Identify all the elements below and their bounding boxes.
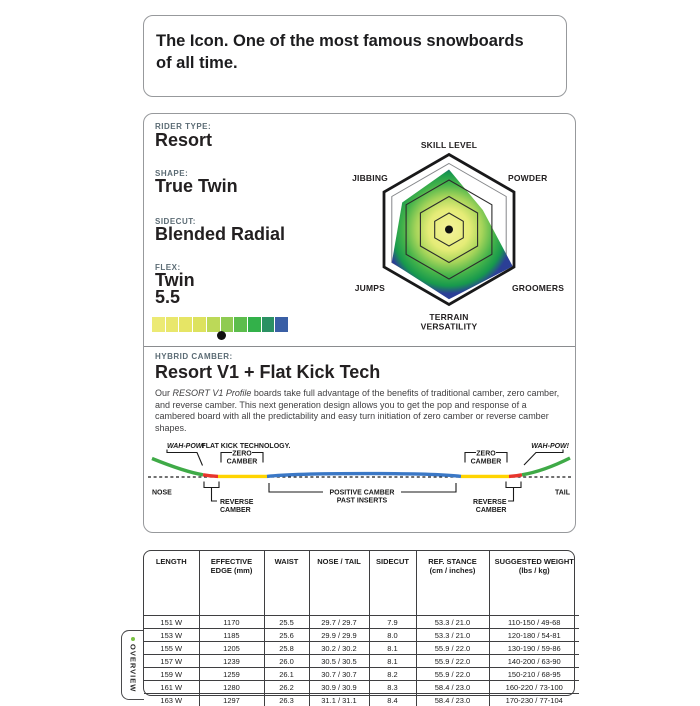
ability-radar-chart (321, 136, 577, 341)
table-cell: 53.3 / 21.0 (416, 629, 489, 642)
flex-bar-segment (234, 317, 247, 332)
camber-reverse-left (203, 475, 218, 477)
table-cell: 30.2 / 30.2 (309, 642, 369, 655)
overview-tab-label: OVERVIEW (129, 644, 138, 692)
table-cell: 7.9 (369, 616, 416, 629)
table-cell: 140-200 / 63-90 (489, 655, 579, 668)
table-cell: 161 W (144, 681, 199, 694)
table-cell: 53.3 / 21.0 (416, 616, 489, 629)
positive-camber-label-2: PAST INSERTS (337, 498, 388, 505)
flex-bar-segment (152, 317, 165, 332)
shape-value: True Twin (155, 178, 238, 195)
table-row (144, 629, 579, 642)
table-cell: 130-190 / 59-86 (489, 642, 579, 655)
radar-axis-label: JUMPS (355, 283, 385, 293)
radar-value-polygon (392, 170, 513, 300)
desc-rest: boards take full advantage of the benefits of traditional camber, zero camber, and reverse camber. This next generation design allows you to get the pop and response of a cambered board with all the predictability and easy turn initiation of zero camber or reverse camber shapes. (155, 388, 559, 433)
table-cell: 29.9 / 29.9 (309, 629, 369, 642)
radar-axis-label: TERRAIN (429, 312, 468, 322)
zero-camber-left-label-2: CAMBER (227, 459, 258, 466)
table-cell: 26.0 (264, 655, 309, 668)
table-cell: 55.9 / 22.0 (416, 642, 489, 655)
flex-label: FLEX: (155, 263, 181, 272)
overview-tab-dot (131, 637, 135, 641)
table-cell: 8.3 (369, 681, 416, 694)
table-header-cell: SIDECUT (369, 551, 416, 616)
tail-label: TAIL (555, 490, 571, 497)
table-cell: 26.2 (264, 681, 309, 694)
zero-camber-right-label-2: CAMBER (471, 459, 502, 466)
table-cell: 1170 (199, 616, 264, 629)
radar-axis-label: POWDER (508, 173, 547, 183)
camber-profile-diagram (144, 434, 577, 534)
table-header-cell: NOSE / TAIL (309, 551, 369, 616)
radar-axis-label: SKILL LEVEL (421, 140, 477, 150)
reverse-camber-right-label-1: REVERSE (473, 499, 507, 506)
flex-value-line2: 5.5 (155, 289, 180, 306)
table-cell: 8.4 (369, 694, 416, 706)
table-row (144, 681, 579, 694)
table-cell: 55.9 / 22.0 (416, 655, 489, 668)
table-cell: 29.7 / 29.7 (309, 616, 369, 629)
table-cell: 25.5 (264, 616, 309, 629)
hybrid-camber-description (155, 388, 569, 434)
headline-box (143, 15, 567, 97)
flex-rating-bar (152, 317, 288, 332)
sidecut-value: Blended Radial (155, 226, 285, 243)
flex-bar-segment (179, 317, 192, 332)
headline-line2: of all time. (156, 52, 554, 74)
radar-axis-label: JIBBING (352, 173, 388, 183)
table-cell: 58.4 / 23.0 (416, 681, 489, 694)
table-cell: 31.1 / 31.1 (309, 694, 369, 706)
table-header-cell: EFFECTIVE EDGE (mm) (199, 551, 264, 616)
table-cell: 150-210 / 68-95 (489, 668, 579, 681)
table-row (144, 616, 579, 629)
table-row (144, 694, 579, 706)
zero-camber-right-label-1: ZERO (476, 451, 496, 458)
size-table-box (143, 550, 575, 696)
wahpow-left-label: WAH-POW! (167, 443, 205, 450)
table-row (144, 668, 579, 681)
table-cell: 1259 (199, 668, 264, 681)
camber-tail-kick (522, 458, 570, 475)
camber-reverse-right (509, 475, 522, 477)
flex-bar-segment (166, 317, 179, 332)
table-cell: 58.4 / 23.0 (416, 694, 489, 706)
table-cell: 55.9 / 22.0 (416, 668, 489, 681)
table-cell: 163 W (144, 694, 199, 706)
sidecut-label: SIDECUT: (155, 217, 196, 226)
table-cell: 160-220 / 73-100 (489, 681, 579, 694)
table-header-cell: REF. STANCE (cm / inches) (416, 551, 489, 616)
table-row (144, 655, 579, 668)
hybrid-camber-title: Resort V1 + Flat Kick Tech (155, 362, 380, 383)
radar-axis-label: VERSATILITY (421, 322, 478, 332)
camber-nose-kick (152, 459, 203, 475)
table-cell: 1297 (199, 694, 264, 706)
flex-value-line1: Twin (155, 272, 195, 289)
table-cell: 8.0 (369, 629, 416, 642)
flex-bar-segment (221, 317, 234, 332)
table-cell: 159 W (144, 668, 199, 681)
flex-rating-dot (217, 331, 226, 340)
desc-profile-name: RESORT V1 Profile (173, 388, 252, 398)
positive-camber-label-1: POSITIVE CAMBER (330, 490, 395, 497)
table-row (144, 642, 579, 655)
table-header-row (144, 551, 579, 616)
table-cell: 8.1 (369, 655, 416, 668)
radar-center-dot (445, 226, 453, 234)
table-cell: 30.9 / 30.9 (309, 681, 369, 694)
shape-label: SHAPE: (155, 169, 188, 178)
table-cell: 157 W (144, 655, 199, 668)
section-divider (144, 346, 575, 347)
table-cell: 8.1 (369, 642, 416, 655)
table-cell: 110-150 / 49-68 (489, 616, 579, 629)
size-table (144, 551, 579, 706)
table-cell: 1280 (199, 681, 264, 694)
flat-kick-label: FLAT KICK TECHNOLOGY. (202, 443, 291, 450)
rider-type-value: Resort (155, 132, 212, 149)
table-cell: 26.1 (264, 668, 309, 681)
wahpow-right-label: WAH-POW! (531, 443, 569, 450)
table-cell: 151 W (144, 616, 199, 629)
table-cell: 25.8 (264, 642, 309, 655)
table-cell: 1205 (199, 642, 264, 655)
headline (144, 16, 566, 88)
table-cell: 8.2 (369, 668, 416, 681)
reverse-camber-left-label-1: REVERSE (220, 499, 254, 506)
table-cell: 30.7 / 30.7 (309, 668, 369, 681)
overview-tab (121, 630, 144, 700)
headline-line1: The Icon. One of the most famous snowboards (156, 30, 554, 52)
table-cell: 120-180 / 54-81 (489, 629, 579, 642)
table-cell: 170-230 / 77-104 (489, 694, 579, 706)
reverse-camber-left-label-2: CAMBER (220, 507, 251, 514)
flex-bar-segment (207, 317, 220, 332)
camber-positive-section (267, 474, 461, 477)
reverse-camber-right-label-2: CAMBER (476, 507, 507, 514)
nose-label: NOSE (152, 490, 172, 497)
table-header-cell: SUGGESTED WEIGHT (lbs / kg) (489, 551, 579, 616)
bracket-reverse-left (204, 482, 219, 502)
flex-bar-segment (248, 317, 261, 332)
bracket-reverse-right (506, 482, 521, 502)
table-cell: 153 W (144, 629, 199, 642)
flex-bar-segment (275, 317, 288, 332)
flex-bar-segment (193, 317, 206, 332)
spec-box (143, 113, 576, 533)
table-cell: 155 W (144, 642, 199, 655)
table-header-cell: LENGTH (144, 551, 199, 616)
desc-lead: Our (155, 388, 173, 398)
table-cell: 30.5 / 30.5 (309, 655, 369, 668)
hybrid-camber-label: HYBRID CAMBER: (155, 352, 233, 361)
table-cell: 25.6 (264, 629, 309, 642)
rider-type-label: RIDER TYPE: (155, 122, 211, 131)
bracket-wahpow-left (167, 450, 203, 466)
table-cell: 1185 (199, 629, 264, 642)
table-header-cell: WAIST (264, 551, 309, 616)
zero-camber-left-label-1: ZERO (232, 451, 252, 458)
table-cell: 26.3 (264, 694, 309, 706)
flex-bar-segment (262, 317, 275, 332)
table-cell: 1239 (199, 655, 264, 668)
radar-axis-label: GROOMERS (512, 283, 564, 293)
